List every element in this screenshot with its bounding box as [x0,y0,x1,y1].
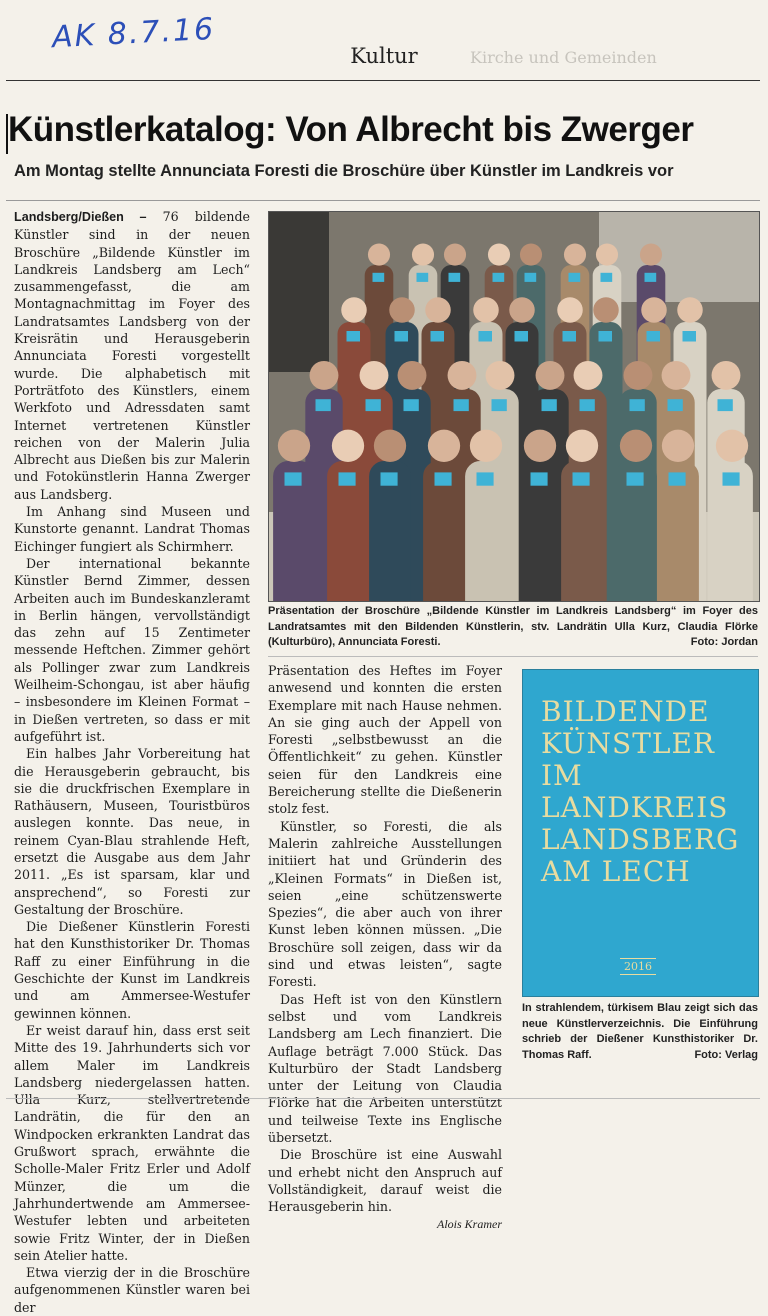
person-head [332,430,364,462]
brochure-in-hand [316,399,331,411]
brochure-in-hand [645,273,657,282]
brochure-in-hand [417,273,429,282]
article-paragraph: Ein halbes Jahr Vorbereitung hat die Herausgeberin gebraucht, bis sie die druckfrischen Exemplare in Rathäusern, Museen, Touristbüros auslegen konnte. Das neue, in reinem Cyan-Blau strahlende Heft, ersetzt die Ausgabe aus dem Jahr 2011. „Es ist sparsam, klar und ansprechend“, so Foresti zur Gestaltung der Broschüre. [14,746,250,917]
brochure-in-hand [627,472,644,485]
article-paragraph: Künstler, so Foresti, die als Malerin zahlreiche Ausstellungen initiiert hat und Gründerin des „Kleinen Formats“ in Dießen ist, seien „eine schützenswerte Spezies“, die aber auch von ihrer Kunst leben können müssen. „Die Broschüre soll zeigen, dass wir da sind und etwas leisten“, sagte Foresti. [268,818,502,990]
brochure-in-hand [599,331,613,342]
brochure-in-hand [347,331,361,342]
subheadline-rule [6,200,760,201]
article-paragraph: Landsberg/Dießen – 76 bildende Künstler sind in der neuen Broschüre „Bildende Künstler im Landkreis Landsberg am Lech“ zusammengefasst, die am Montagnachmittag im Foyer des Landratsamtes Landsberg von der Kreisrätin und Herausgeberin Annunciata Foresti vorgestellt wurde. Die alphabetisch mit Porträtfoto des Künstlers, einem Werkfoto und Adressdaten samt Internet vertretenen Künstler reichen von der Malerin Julia Albrecht aus Dießen bis zur Malerin und Fotokünstlerin Hanna Zwerger aus Landsberg. [14,209,250,502]
brochure-in-hand [395,331,409,342]
brochure-in-hand [492,399,507,411]
article-paragraph: Der international bekannte Künstler Bernd Zimmer, dessen Arbeiten auch im Bundeskanzleramt in Berlin hängen, vervollständigt das zehn auf 15 Zentimeter messende Heftchen. Zimmer gehört als Pollinger zwar zum Landkreis Weilheim-Schongau, ist aber häufig – insbesondere im Kleinen Format – in Dießen vertreten, so dass er mit aufgeführt ist. [14,555,250,744]
brochure-in-hand [449,273,461,282]
subheadline: Am Montag stellte Annunciata Foresti die Broschüre über Künstler im Landkreis vor [14,162,674,180]
person-head [360,361,389,390]
brochure-in-hand [381,472,398,485]
article-paragraph: Die Dießener Künstlerin Foresti hat den Kunsthistoriker Dr. Thomas Raff zu einer Einführung in die Geschichte der Kunst im Landkreis und am Ammersee-Westufer gewinnen können. [14,919,250,1021]
person-head [389,297,415,323]
brochure-in-hand [723,472,740,485]
person-head [278,430,310,462]
person-head [662,361,691,390]
cover-caption: In strahlendem, türkisem Blau zeigt sich das neue Künstlerverzeichnis. Die Einführung schrieb der Dießener Kunsthistoriker Dr. Thomas Raff. Foto: Verlag [522,1001,758,1063]
brochure-in-hand [404,399,419,411]
person-head [524,430,556,462]
brochure-in-hand [431,331,445,342]
person-head [677,297,703,323]
brochure-cover-title: BILDENDE KÜNSTLER IM LANDKREIS LANDSBERG AM LECH [541,695,740,888]
person-head [310,361,339,390]
person-head [425,297,451,323]
person-head [564,244,586,266]
brochure-in-hand [647,331,661,342]
person-head [374,430,406,462]
brochure-in-hand [580,399,595,411]
handwritten-date-note: AK 8.7.16 [51,11,216,56]
person-head [593,297,619,323]
brochure-in-hand [669,472,686,485]
article-paragraph: Die Broschüre ist eine Auswahl und erhebt nicht den Anspruch auf Vollständigkeit, darauf weist die Herausgeberin hin. [268,1147,502,1215]
brochure-in-hand [435,472,452,485]
headline: Künstlerkatalog: Von Albrecht bis Zwerger [8,110,694,149]
person-head [470,430,502,462]
person-head [398,361,427,390]
brochure-in-hand [373,273,385,282]
person-head [536,361,565,390]
caption-rule [268,656,758,657]
brochure-in-hand [569,273,581,282]
article-column-middle [268,662,502,1233]
person-head [488,244,510,266]
footer-rule [6,1098,760,1099]
dateline: Landsberg/Dießen – [14,210,147,224]
brochure-in-hand [630,399,645,411]
brochure-cover-image [522,669,759,997]
group-photo [268,211,760,602]
brochure-in-hand [573,472,590,485]
person-head [444,244,466,266]
brochure-in-hand [477,472,494,485]
person-head [448,361,477,390]
author: Alois Kramer [436,1216,502,1231]
person-head [641,297,667,323]
brochure-in-hand [454,399,469,411]
person-head [716,430,748,462]
brochure-in-hand [515,331,529,342]
article-paragraph: Das Heft ist von den Künstlern selbst und vom Landkreis Landsberg am Lech finanziert. Die Auflage beträgt 7.000 Stück. Das Kulturbüro der Stadt Landsberg unter der Leitung von Claudia Flörke hat die Arbeiten unterstützt und teilweise Texte ins Englische übersetzt. [268,991,502,1146]
person-head [520,244,542,266]
photo-caption: Präsentation der Broschüre „Bildende Künstler im Landkreis Landsberg“ im Foyer des Landratsamtes mit den Bildenden Künstlerin, stv. Landrätin Ulla Kurz, Claudia Flörke (Kulturbüro), Annunciata Foresti. Foto: Jordan [268,604,758,651]
group-photo-illustration [269,212,759,601]
brochure-in-hand [718,399,733,411]
article-paragraph: Präsentation des Heftes im Foyer anwesend und konnten die ersten Exemplare mit nach Hause nehmen. An sie ging auch der Appell von Foresti „selbstbewusst an die Öffentlichkeit“ zu gehen. Künstler seien für den Landkreis eine Bereicherung stellte die Dießenerin stolz fest. [268,663,502,817]
header-rule [6,80,760,81]
brochure-in-hand [668,399,683,411]
person-head [640,244,662,266]
person-head [574,361,603,390]
brochure-in-hand [525,273,537,282]
brochure-in-hand [563,331,577,342]
person-head [566,430,598,462]
article-paragraph: Etwa vierzig der in die Broschüre aufgenommenen Künstler waren bei der [14,1265,250,1315]
brochure-in-hand [366,399,381,411]
person-head [428,430,460,462]
brochure-in-hand [339,472,356,485]
person-head [596,244,618,266]
person-head [473,297,499,323]
article-paragraph: Im Anhang sind Museen und Kunstorte genannt. Landrat Thomas Eichinger fungiert als Schirmherr. [14,504,250,554]
cover-credit: Foto: Verlag [694,1048,758,1061]
brochure-in-hand [493,273,505,282]
brochure-in-hand [285,472,302,485]
brochure-in-hand [601,273,613,282]
person-head [368,244,390,266]
brochure-in-hand [479,331,493,342]
section-label: Kultur [350,44,418,68]
article-paragraph: Er weist darauf hin, dass erst seit Mitte des 19. Jahrhunderts sich vor allem Maler im Landkreis Landsberg niedergelassen hatten. Ulla Kurz, stellvertretende Landrätin, die für den an Windpocken erkrankten Landrat das Grußwort sprach, erwähnte die Scholle-Maler Fritz Erler und Adolf Münzer, die um die Jahrhundertwende am Ammersee-Westufer lebten und arbeiteten sowie Fritz Winter, der in Dießen sein Atelier hatte. [14,1022,250,1263]
person-head [712,361,741,390]
person-head [620,430,652,462]
brochure-in-hand [683,331,697,342]
person-head [509,297,535,323]
brochure-in-hand [542,399,557,411]
brochure-in-hand [531,472,548,485]
person-head [662,430,694,462]
photo-credit: Foto: Jordan [690,636,758,648]
person-head [624,361,653,390]
article-column-left [14,208,250,1316]
person-head [412,244,434,266]
person-head [557,297,583,323]
brochure-cover-year: 2016 [620,958,656,975]
bleed-through-header: Kirche und Gemeinden [470,48,657,67]
person-head [486,361,515,390]
person-head [341,297,367,323]
